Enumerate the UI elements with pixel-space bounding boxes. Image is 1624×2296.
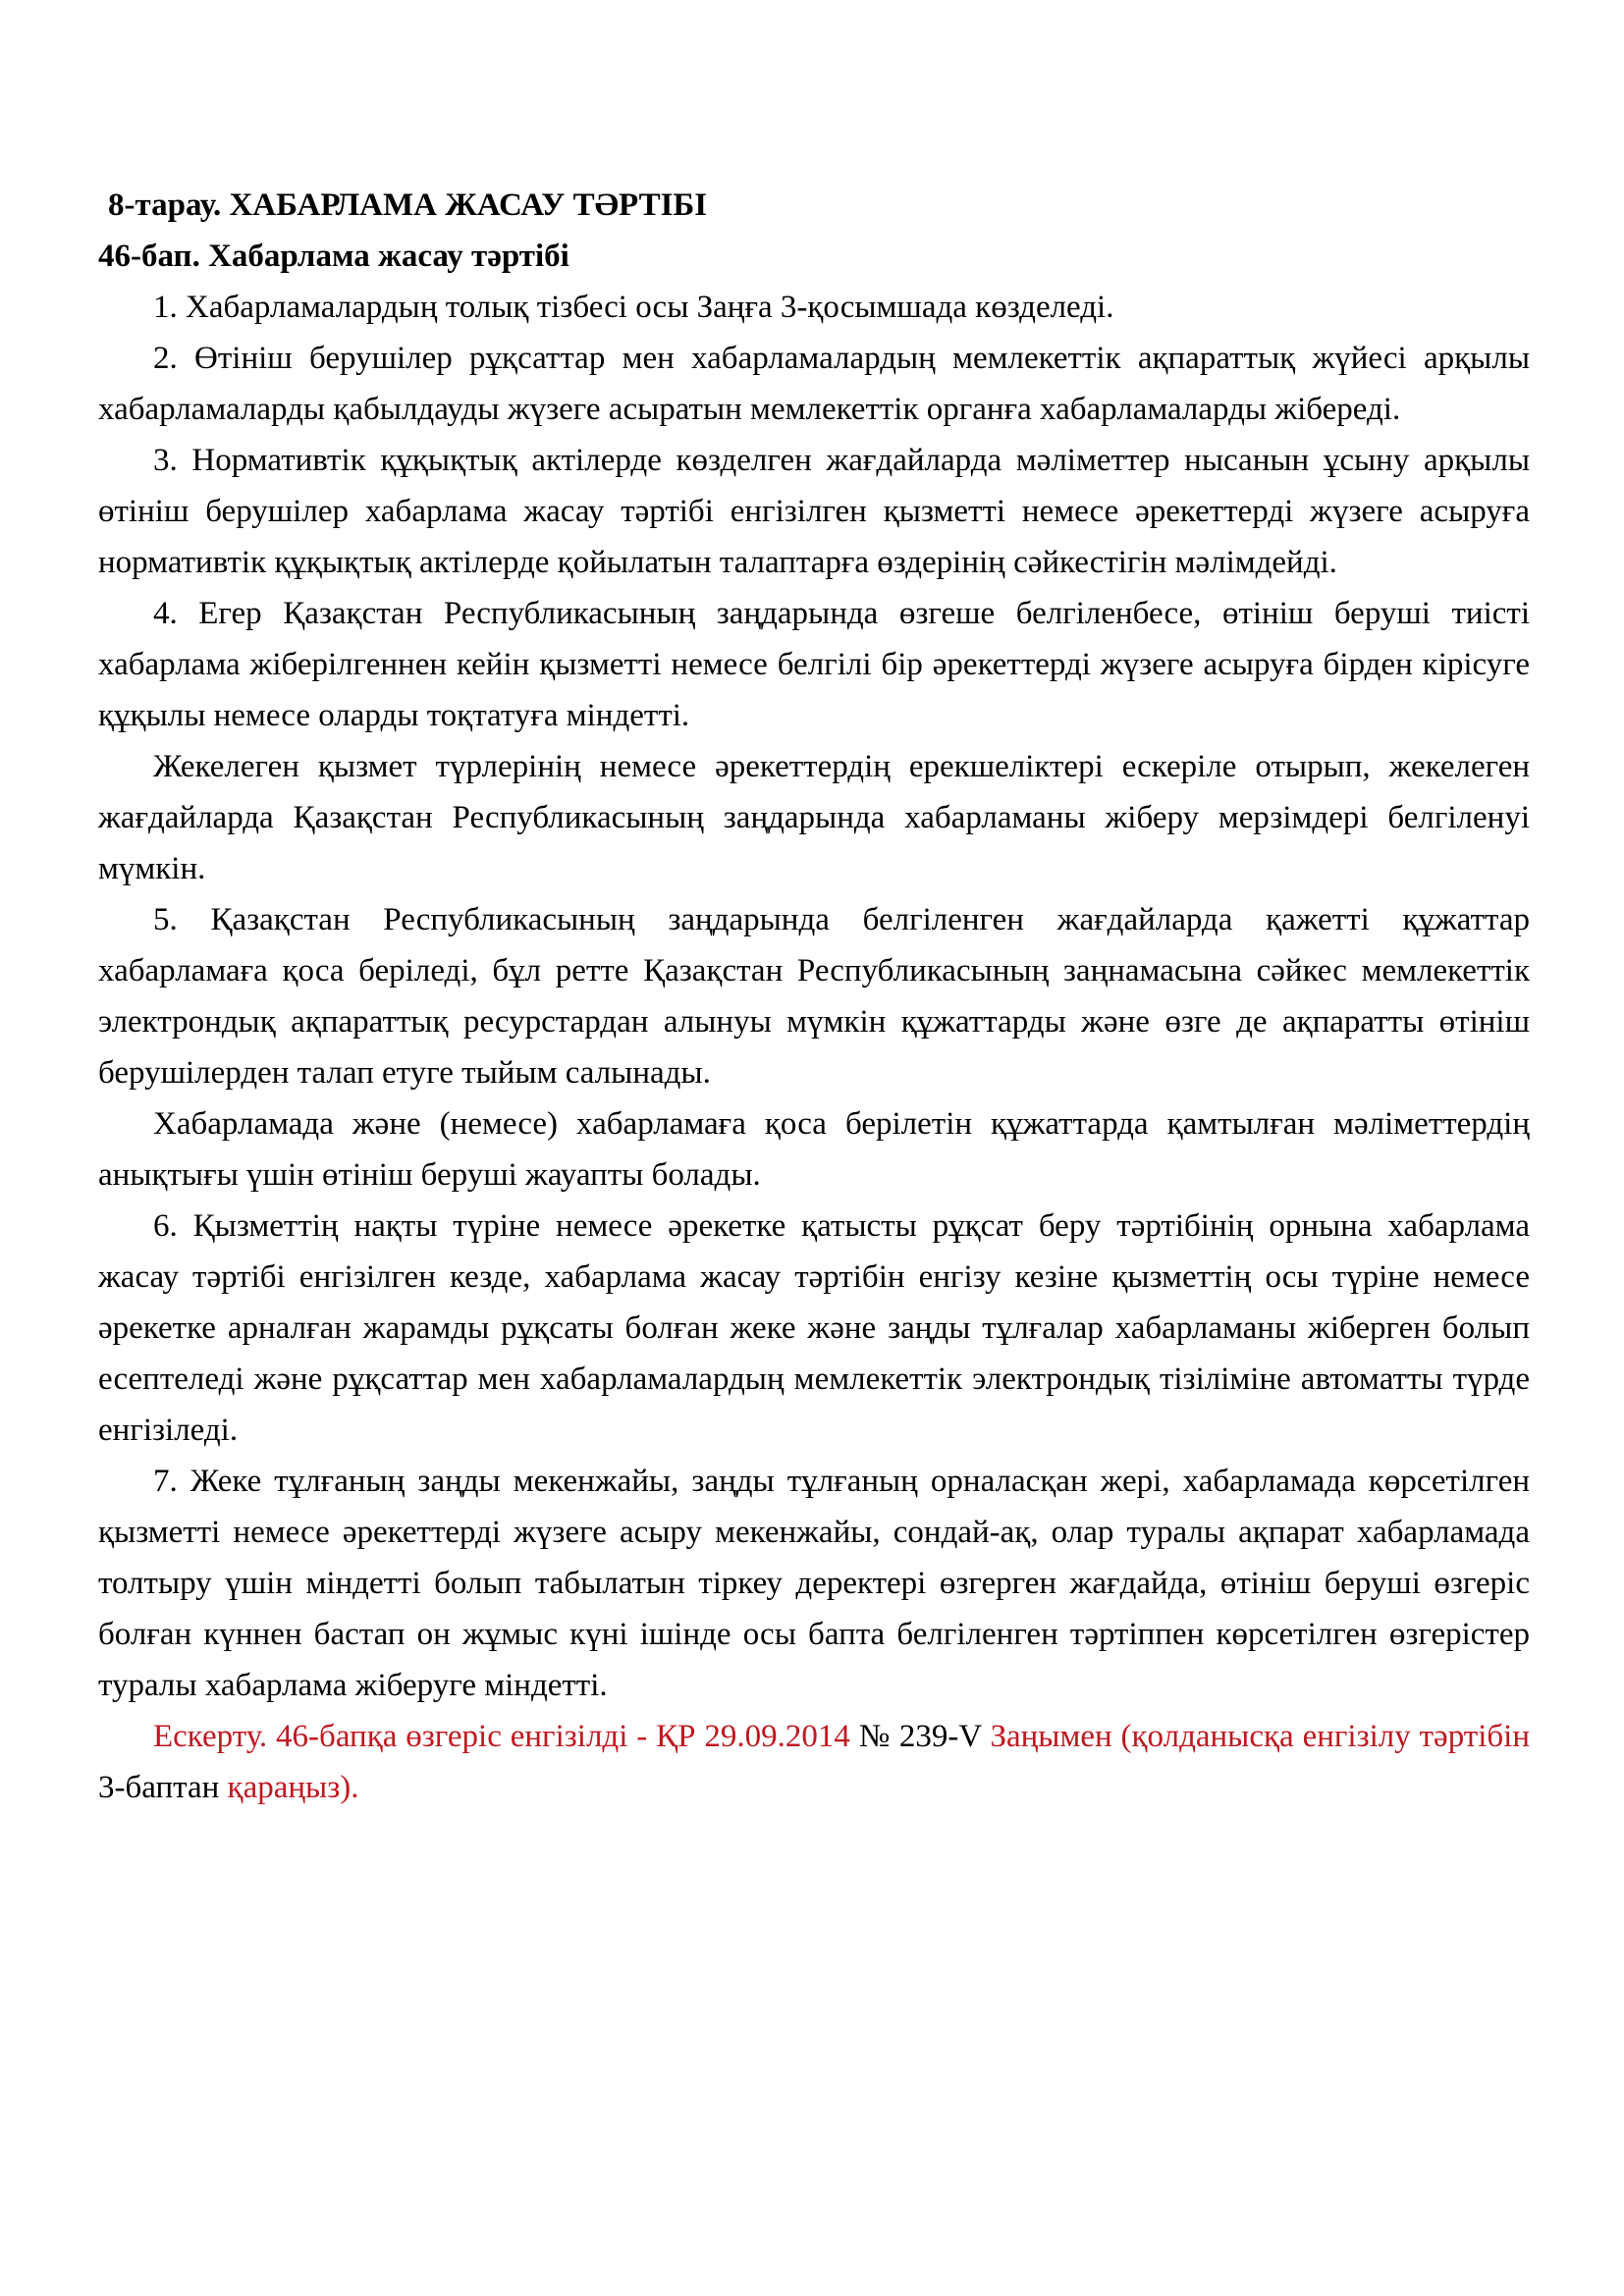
paragraph-7: 7. Жеке тұлғаның заңды мекенжайы, заңды тұлғаның орналасқан жері, хабарламада көрсетілген қызметті немесе әрекеттерді жүзеге асыру мекенжайы, сондай-ақ, олар туралы ақпарат хабарламада толтыру үшін міндетті болып табылатын тіркеу деректері өзгерген жағдайда, өтініш беруші өзгеріс болған күннен бастап он жұмыс күні ішінде осы бапта белгіленген тәртіппен көрсетілген өзгерістер туралы хабарлама жіберуге міндетті. [98,1464,1530,1703]
paragraph-1: 1. Хабарламалардың толық тізбесі осы Заңға 3-қосымшада көзделеді. [153,290,1114,325]
paragraph-5a: Хабарламада және (немесе) хабарламаға қоса берілетін құжаттарда қамтылған мәліметтердің анықтығы үшін өтініш беруші жауапты болады. [98,1106,1530,1193]
paragraph-3: 3. Нормативтік құқықтық актілерде көзделген жағдайларда мәліметтер нысанын ұсыну арқылы өтініш берушілер хабарлама жасау тәртібі енгізілген қызметті немесе әрекеттерді жүзеге асыруға нормативтік құқықтық актілерде қойылатын талаптарға өздерінің сәйкестігін мәлімдейді. [98,443,1530,580]
paragraph-4a: Жекелеген қызмет түрлерінің немесе әрекеттердің ерекшеліктері ескеріле отырып, жекелеген жағдайларда Қазақстан Республикасының заңдарында хабарламаны жіберу мерзімдері белгіленуі мүмкін. [98,749,1530,886]
amendment-note [98,1711,1530,1813]
paragraph-2: 2. Өтініш берушілер рұқсаттар мен хабарламалардың мемлекеттік ақпараттық жүйесі арқылы хабарламаларды қабылдауды жүзеге асыратын мемлекеттік органға хабарламаларды жібереді. [98,341,1530,427]
note-segment-black: № 239-V [858,1719,991,1754]
note-segment-red: Заңымен (қолданысқа енгізілу тәртібін [990,1719,1530,1754]
note-segment-red: Ескерту. 46-бапқа өзгеріс енгізілді - ҚР 29.09.2014 [153,1719,859,1754]
paragraph-4: 4. Егер Қазақстан Республикасының заңдарында өзгеше белгіленбесе, өтініш беруші тиісті хабарлама жіберілгеннен кейін қызметті немесе белгілі бір әрекеттерді жүзеге асыруға бірден кірісуге құқылы немесе оларды тоқтатуға міндетті. [98,596,1530,733]
paragraph-6: 6. Қызметтің нақты түріне немесе әрекетке қатысты рұқсат беру тәртібінің орнына хабарлама жасау тәртібі енгізілген кезде, хабарлама жасау тәртібін енгізу кезіне қызметтің осы түріне немесе әрекетке арналған жарамды рұқсаты болған жеке және заңды тұлғалар хабарламаны жіберген болып есептеледі және рұқсаттар мен хабарламалардың мемлекеттік электрондық тізіліміне автоматты түрде енгізіледі. [98,1208,1530,1448]
note-segment-black: 3-баптан [98,1770,228,1805]
note-segment-red: қараңыз). [227,1770,359,1805]
chapter-heading: 8-тарау. ХАБАРЛАМА ЖАСАУ ТӘРТІБІ [108,187,708,223]
article-heading: 46-бап. Хабарлама жасау тәртібі [98,239,569,274]
paragraph-5: 5. Қазақстан Республикасының заңдарында белгіленген жағдайларда қажетті құжаттар хабарламаға қоса беріледі, бұл ретте Қазақстан Республикасының заңнамасына сәйкес мемлекеттік электрондық ақпараттық ресурстардан алынуы мүмкін құжаттарды және өзге де ақпаратты өтініш берушілерден талап етуге тыйым салынады. [98,902,1530,1091]
